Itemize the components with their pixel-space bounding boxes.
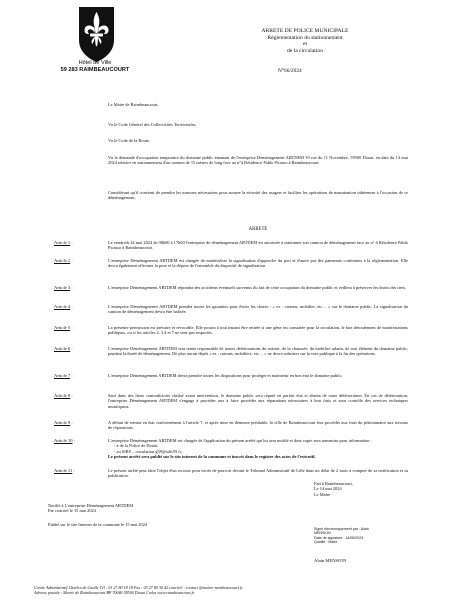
considerant-paragraph: Considérant qu'il convient de prendre les mesures nécessaires pour assurer la sécurité des usagers et faciliter les opérations de manutention inhérentes à l'occasion de ce déménagement, <box>108 190 408 201</box>
article-label: Article 4 : <box>54 304 73 309</box>
visa-cgct: Vu le Code Général des Collectivités Territoriales, <box>108 122 197 127</box>
article-text: L'entreprise Déménagement ARTDEM est chargée de matérialiser la signalisation d'approche du port et d'autre par des panneaux conformes à la réglementation. Elle devra également effectuer la pose et la dépose de l'ensemble du dispositif de signalisation. <box>108 258 408 269</box>
article-text: La présente permission est précaire et révocable. Elle pourra à tout instant être retirée si une gêne est constatée pour la circulation, le bon déroulement de manifestations publiques, ou si les articles 2, 3,4 et 7 ne sont pas respectés. <box>108 325 408 336</box>
electronic-signature <box>314 527 414 544</box>
document-number: N°66/2024 <box>278 68 302 74</box>
article-label: Article 3 : <box>54 285 73 290</box>
article-label: Article 8 : <box>54 393 73 398</box>
article-text: L'entreprise Déménagement ARTDEM prendra toutes les garanties pour éviter les chutes : « ex : cartons, mobilier, etc… » sur le domaine public. La signalisation du camion de déménagement devra être balisée. <box>108 304 408 315</box>
article-text: L'entreprise Déménagement ARTDEM devra prendre toutes les dispositions pour protéger et maintenir en bon état le domaine public. <box>108 373 343 378</box>
esign-line: Signé électroniquement par : Alain <box>314 527 369 531</box>
title-line: et <box>302 41 308 48</box>
sign-role: Le Maire <box>314 491 331 497</box>
article-text: Le présent arrêté peut faire l'objet d'un recours pour excès de pouvoir devant le Tribunal Administratif de Lille dans un délai de 2 mois à compter de sa notification et sa publication. <box>108 468 408 479</box>
article-label: Article 6 : <box>54 346 73 351</box>
town-hall-address <box>40 60 150 74</box>
town-hall-name: Hôtel de Ville <box>78 60 112 66</box>
visa-demande: Vu la demande d'occupation temporaire du domaine public émanant de l'entreprise Déménagement ARTDEM 39 rue du 11 Novembre, 59500 Douai, en date du 14 mai 2024 relative en stationnement d'un camion de 15 mètres de long face au n°4 Résidence Pablo Picasso à Raimbeaucourt. <box>108 155 408 166</box>
town-postal-name: 59 283 RAIMBEAUCOURT <box>60 67 130 73</box>
signature-place-date <box>314 481 424 497</box>
article-label: Article 7 : <box>54 373 73 378</box>
footer-address: Adresse postale : Mairie de Raimbeaucourt BP 70046 59500 Douai Cedex www.raimbeaucourt.fr <box>34 590 195 596</box>
notification-block <box>48 503 248 527</box>
recipient-police: - à de la Police de Douai, <box>114 443 159 449</box>
article-text: A défaut de remise en état conformément à l'article 7, et après mise en demeure préalable, la ville de Raimbeaucourt fera procéder aux frais du pétitionnaire aux travaux de réparations. <box>108 420 408 431</box>
esign-line: MENSION <box>314 531 331 536</box>
article-text: L'entreprise Déménagement ARTDEM répondra des accidents éventuels survenus du fait de cette occupation du domaine public et veillera à préserver les droits des tiers. <box>108 285 407 290</box>
notification-recipient: Notifié à L'entreprise Déménagement ARTDEM <box>48 503 134 508</box>
notification-date: Par courriel le 15 mai 2024 <box>48 508 96 514</box>
article-label: Article 5 : <box>54 325 73 330</box>
article-label: Article 2 : <box>54 258 73 263</box>
sign-place: Fait à Raimbeaucourt, <box>314 481 353 486</box>
recipient-sirs: - au SIRS – circulation.g59@sdis59.fr, <box>114 448 183 454</box>
publication-notice: Le présent arrêté sera publié sur le site internet de la commune et inscrit dans le registre des actes de l'exécutif. <box>108 454 316 460</box>
fleur-de-lis-crest-icon <box>78 6 115 63</box>
esign-line: Date de signature : 14/05/2024 <box>314 535 364 540</box>
title-line: Réglementation du stationnement <box>267 34 343 41</box>
signer-name: Alain MENSION <box>314 558 347 563</box>
esign-line: Qualité : Maire <box>314 539 338 544</box>
article-label: Article 1 : <box>54 240 73 245</box>
article-label: Article 9 : <box>54 420 73 425</box>
article-text: L'entreprise Déménagement ARTDEM sera tenue responsable de toutes détériorations du trottoir, de la chaussée, du mobilier urbain, de tout élément du domaine public, pendant la durée de déménagement. De plus aucun dépôt « ex : cartons, mobiliers, etc… » ne devra subsister sur la voie publique à la fin des opérations. <box>108 346 408 357</box>
arrete-heading: ARRETE <box>248 227 268 232</box>
publication-date: Publié sur le site Internet de la commune le 15 mai 2024 <box>48 521 148 527</box>
title-line: de la circulation <box>286 47 324 54</box>
sign-date: Le 14 mai 2024 <box>314 486 342 492</box>
title-line: ARRETE DE POLICE MUNICIPALE <box>261 28 349 34</box>
document-title <box>240 28 370 54</box>
article-label: Article 11 : <box>54 468 75 473</box>
article-label: Article 10 : <box>54 438 75 443</box>
page-footer <box>34 585 434 595</box>
article-text <box>108 438 408 460</box>
article-text: Le vendredi 24 mai 2024 de 08h00 à 17h00 l'entreprise de déménagement ARTDEM est autorisée à stationner son camion de déménagement face au n° 4 Résidence Pablo Picasso à Raimbeaucourt. <box>108 240 408 251</box>
footer-contact: Centre Administratif Charles de Gaulle Tél : 03 27 80 18 18 Fax : 03 27 80 30 42 courriel : contact @mairie-raimbeaucourt.fr <box>34 585 243 590</box>
article-text: Sauf dans des lieux contradictoire réalisé avant intervention, le domaine public sera réputé en parfait état et absent de toute détérioration. En cas de détérioration, l'entreprise Déménagement ARTDEM s'engage à procéder aux à faire procéder aux réparations nécessaires à leur frais et sous contrôle des services techniques municipaux. <box>108 393 408 409</box>
mayor-line: Le Maire de Raimbeaucourt, <box>108 102 159 107</box>
article-10-body: L'entreprise Déménagement ARTDEM est chargée de l'application du présent arrêté qui lui sera notifié et dont copie sera transmise pour information : <box>108 438 372 443</box>
visa-code-route: Vu le Code de la Route, <box>108 138 150 143</box>
